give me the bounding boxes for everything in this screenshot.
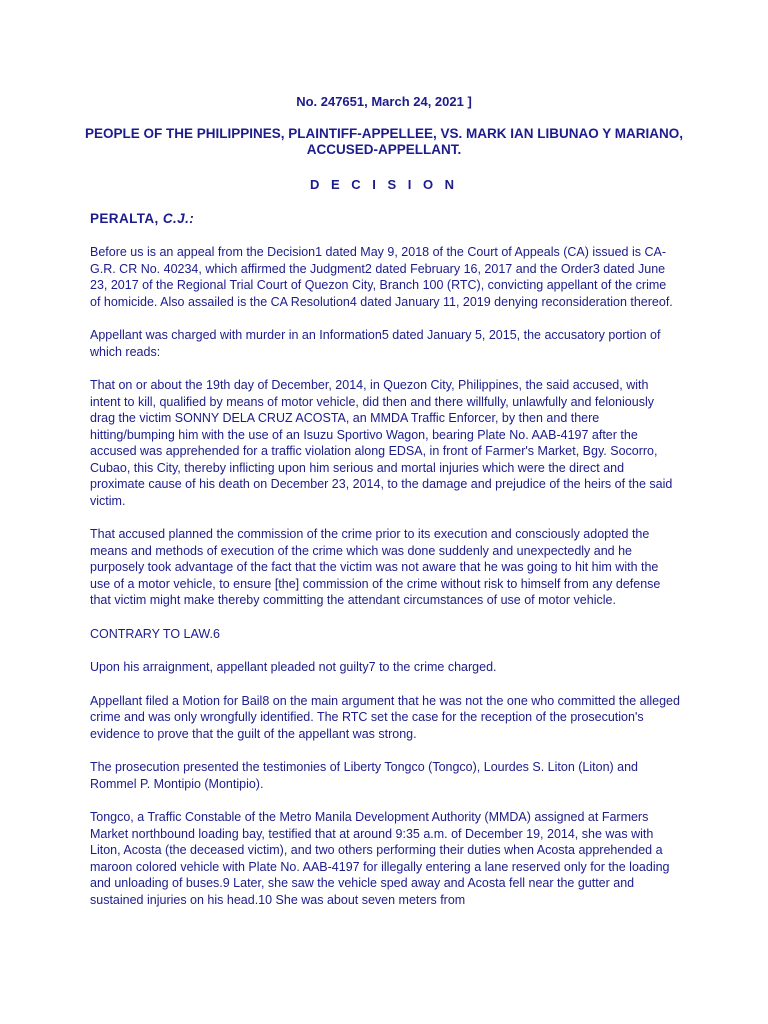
ponente-name: PERALTA, xyxy=(90,211,159,226)
paragraph: That on or about the 19th day of December, 2014, in Quezon City, Philippines, the said accused, with intent to kill, qualified by means of motor vehicle, did then and there willfully, unlawfully and feloniously drag the victim SONNY DELA CRUZ ACOSTA, an MMDA Traffic Enforcer, by then and there hitting/bumping him with the use of an Isuzu Sportivo Wagon, bearing Plate No. AAB-4197 after the accused was apprehended for a traffic violation along EDSA, in front of Farmer's Market, Bgy. Socorro, Cubao, this City, thereby inflicting upon him serious and mortal injuries which were the direct and proximate cause of his death on December 23, 2014, to the damage and prejudice of the heirs of the said victim. xyxy=(90,378,673,508)
paragraph: That accused planned the commission of the crime prior to its execution and consciously adopted the means and methods of execution of the crime which was done suddenly and unexpectedly and he purposely took advantage of the fact that the victim was not aware that he was going to hit him with the use of a motor vehicle, to ensure [the] commission of the crime without risk to himself from any defense that victim might make thereby committing the attendant circumstances of use of motor vehicle. xyxy=(90,527,661,607)
paragraph: Appellant was charged with murder in an Information5 dated January 5, 2015, the accusatory portion of which reads: xyxy=(90,328,661,359)
paragraph: CONTRARY TO LAW.6 xyxy=(90,626,220,641)
paragraph: Appellant filed a Motion for Bail8 on the main argument that he was not the one who committed the alleged crime and was only wrongfully identified. The RTC set the case for the reception of the prosecution's evidence to prove that the guilt of the appellant was strong. xyxy=(90,693,680,741)
paragraph: The prosecution presented the testimonies of Liberty Tongco (Tongco), Lourdes S. Liton (Liton) and Rommel P. Montipio (Montipio). xyxy=(90,760,639,791)
paragraph: Before us is an appeal from the Decision1 dated May 9, 2018 of the Court of Appeals (CA) issued is CA-G.R. CR No. 40234, which affirmed the Judgment2 dated February 16, 2017 and the Order3 dated June 23, 2017 of the Regional Trial Court of Quezon City, Branch 100 (RTC), convicting appellant of the crime of homicide. Also assailed is the CA Resolution4 dated January 11, 2019 denying reconsideration thereof. xyxy=(90,245,673,309)
ponente xyxy=(90,211,194,227)
decision-body xyxy=(90,244,680,925)
ponente-title: C.J.: xyxy=(162,211,195,226)
paragraph: Tongco, a Traffic Constable of the Metro Manila Development Authority (MMDA) assigned at Farmers Market northbound loading bay, testified that at around 9:35 a.m. of December 19, 2014, she was with Liton, Acosta (the deceased victim), and two others performing their duties when Acosta apprehended a maroon colored vehicle with Plate No. AAB-4197 for illegally entering a lane reserved only for the loading and unloading of buses.9 Later, she saw the vehicle sped away and Acosta fell near the gutter and sustained injuries on his head.10 She was about seven meters from xyxy=(90,810,670,907)
case-parties: PEOPLE OF THE PHILIPPINES, PLAINTIFF-APPELLEE, VS. MARK IAN LIBUNAO Y MARIANO, ACCUSED-APPELLANT. xyxy=(84,126,684,157)
paragraph: Upon his arraignment, appellant pleaded not guilty7 to the crime charged. xyxy=(90,660,497,674)
case-number: No. 247651, March 24, 2021 ] xyxy=(296,94,472,109)
decision-title: D E C I S I O N xyxy=(309,177,459,192)
